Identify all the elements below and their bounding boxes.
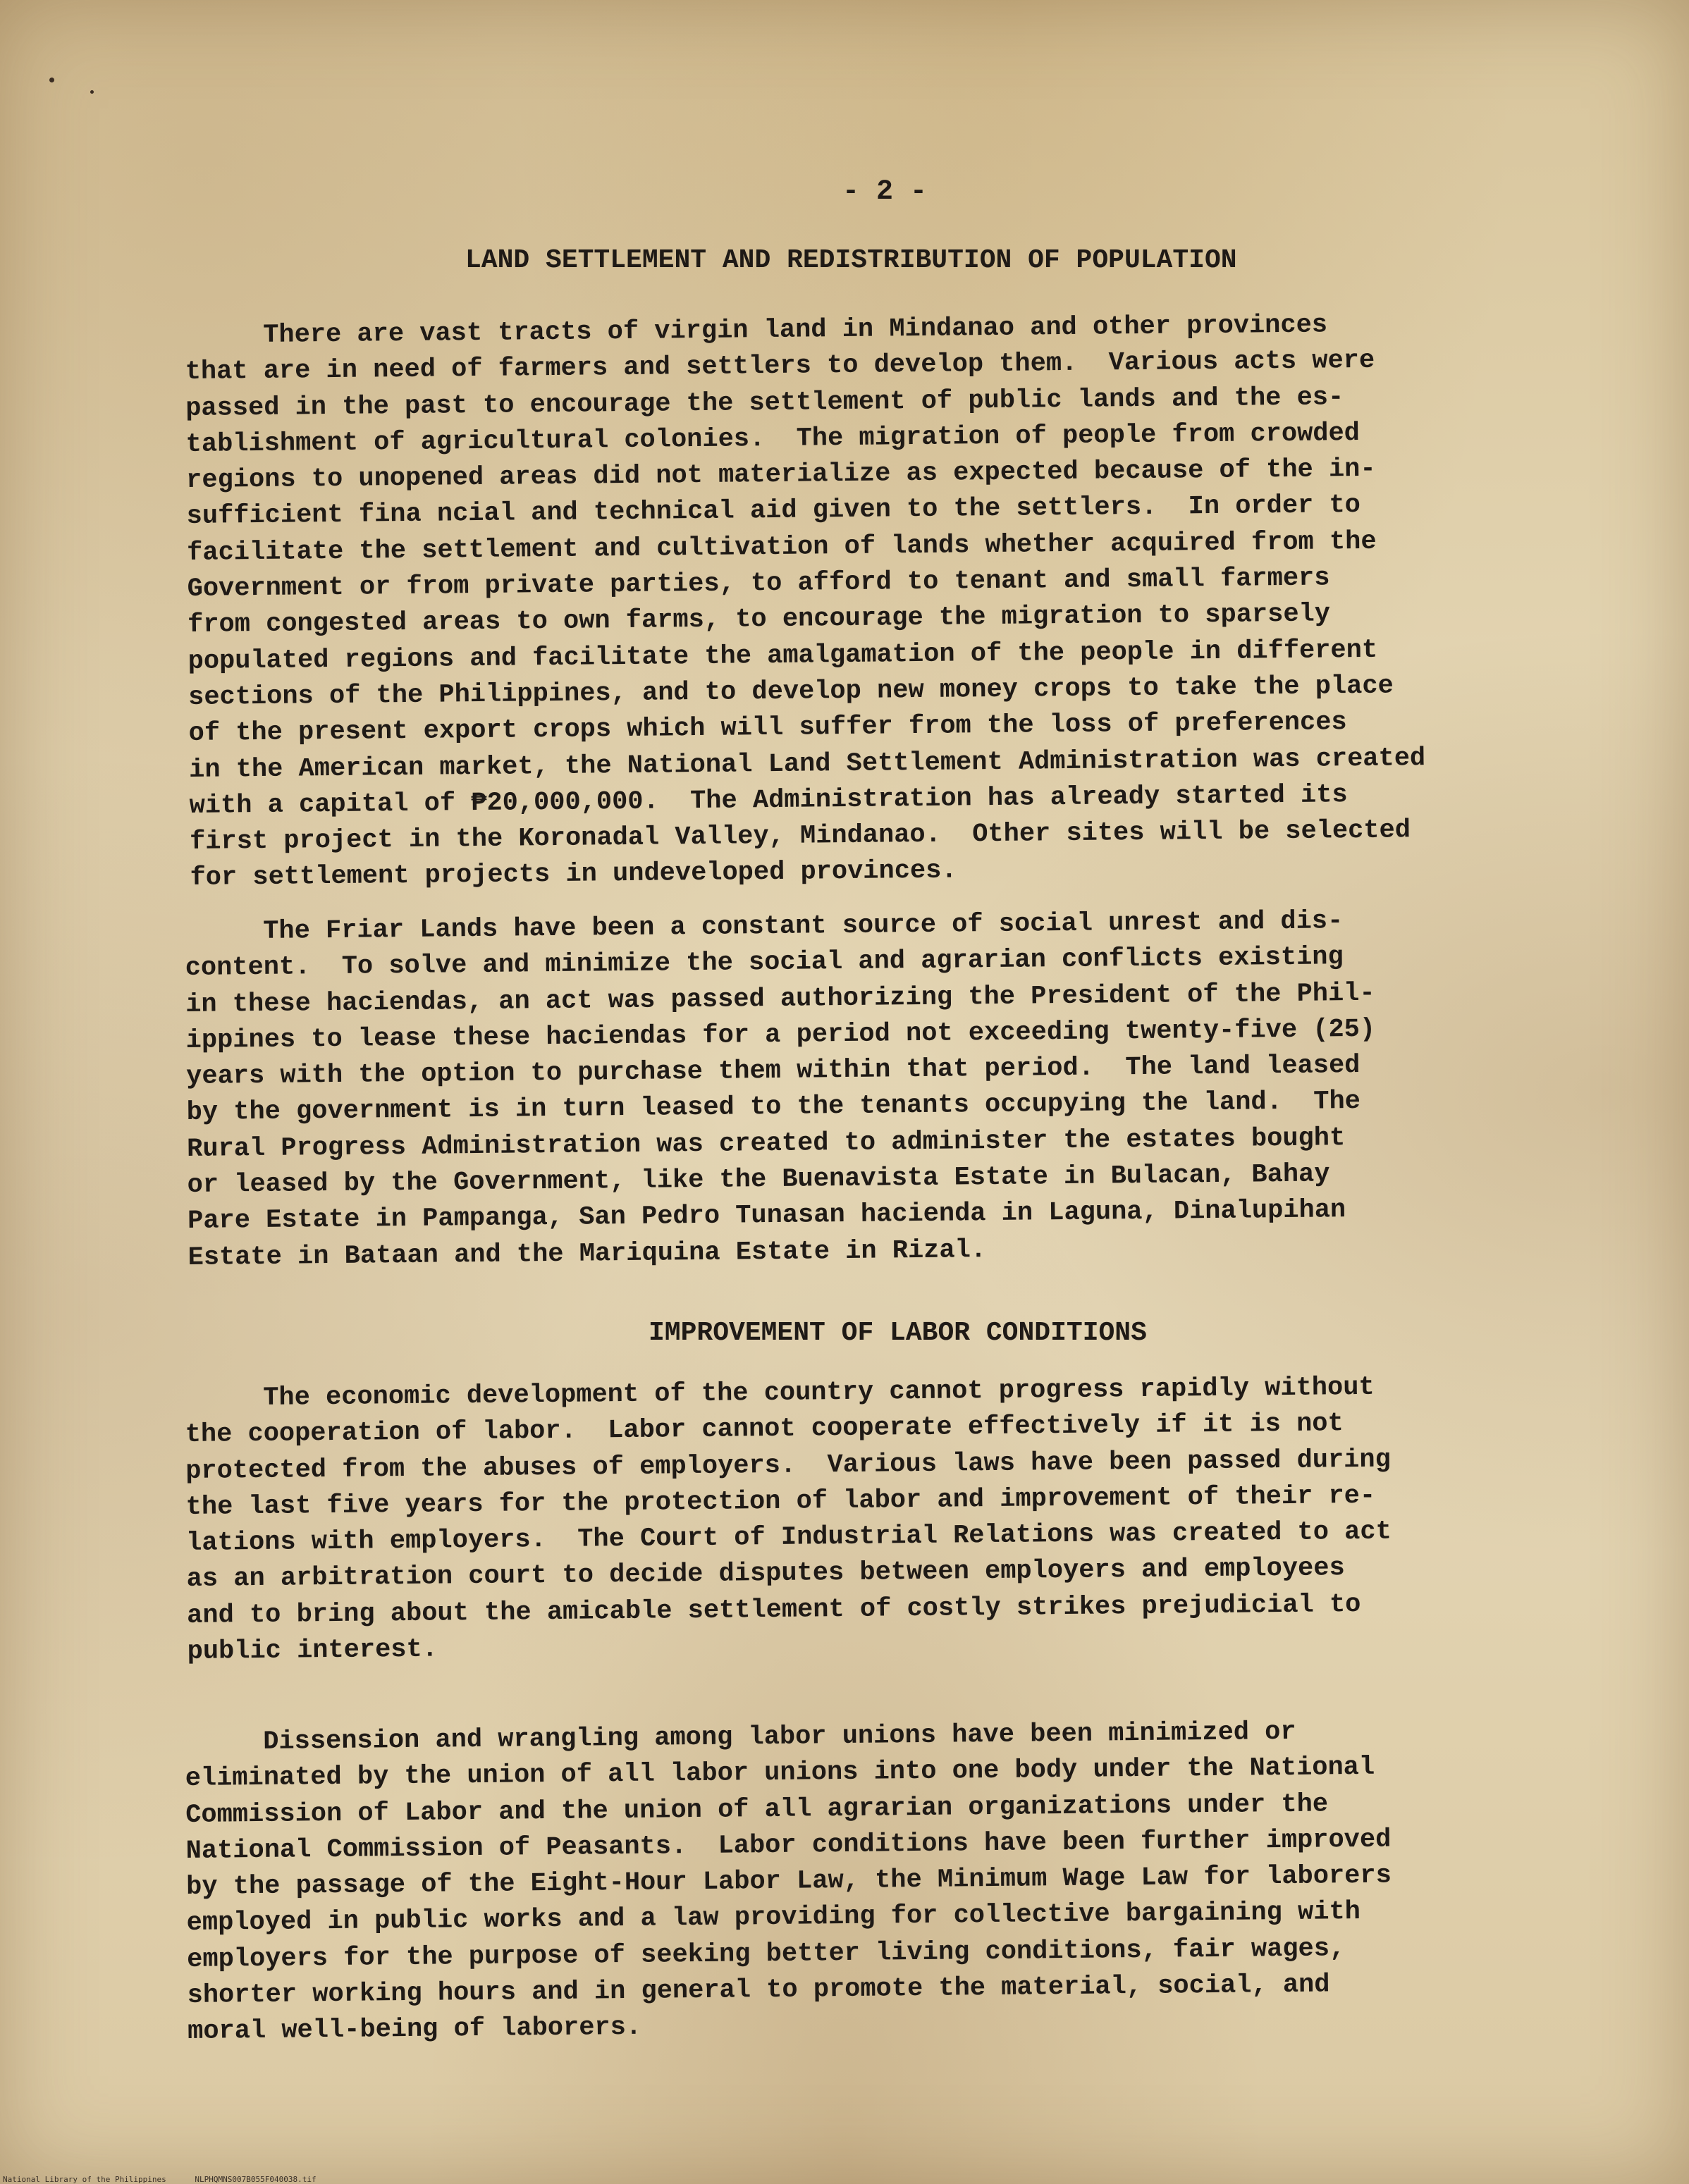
text-line: ippines to lease these haciendas for a period not exceeding twenty-five (25) <box>185 1014 1376 1056</box>
text-line: Commission of Labor and the union of all agrarian organizations under the <box>185 1789 1329 1830</box>
text-line: years with the option to purchase them within that period. The land leased <box>186 1051 1361 1092</box>
text-line: employers for the purpose of seeking better living conditions, fair wages, <box>186 1933 1346 1975</box>
scan-footer <box>3 2175 340 2184</box>
text-line: The economic development of the country cannot progress rapidly without <box>185 1372 1375 1414</box>
text-line: Pare Estate in Pampanga, San Pedro Tunasan hacienda in Laguna, Dinalupihan <box>187 1195 1346 1237</box>
text-line: Estate in Bataan and the Mariquina Estate in Rizal. <box>188 1235 987 1273</box>
text-line: sections of the Philippines, and to develop new money crops to take the place <box>188 671 1394 712</box>
footer-institution: National Library of the Philippines <box>3 2175 166 2184</box>
ink-speck <box>90 90 94 94</box>
section-heading-land-settlement: LAND SETTLEMENT AND REDISTRIBUTION OF POPULATION <box>465 245 1237 276</box>
paragraph-land-settlement <box>185 304 1635 896</box>
text-line: content. To solve and minimize the social and agrarian conflicts existing <box>185 942 1344 984</box>
text-line: The Friar Lands have been a constant source of social unrest and dis- <box>185 906 1344 947</box>
text-line: sufficient fina ncial and technical aid given to the settlers. In order to <box>186 491 1361 532</box>
paragraph-economic-development <box>185 1367 1633 1670</box>
text-line: by the government is in turn leased to the tenants occupying the land. The <box>186 1087 1361 1128</box>
text-line: in these haciendas, an act was passed authorizing the President of the Phil- <box>185 978 1375 1020</box>
footer-filename: NLPHQMNS007B055F040038.tif <box>195 2175 317 2184</box>
page-number: - 2 - <box>842 176 928 208</box>
text-line: passed in the past to encourage the settlement of public lands and the es- <box>185 382 1344 424</box>
text-line: in the American market, the National Land Settlement Administration was created <box>188 743 1426 785</box>
text-line: and to bring about the amicable settlement of costly strikes prejudicial to <box>186 1589 1361 1631</box>
paragraph-labor-unions <box>185 1711 1633 2050</box>
text-line: tablishment of agricultural colonies. The migration of people from crowded <box>185 418 1361 459</box>
text-line: protected from the abuses of employers. Various laws have been passed during <box>185 1445 1392 1486</box>
text-line: Government or from private parties, to afford to tenant and small farmers <box>187 563 1330 605</box>
text-line: public interest. <box>187 1634 438 1667</box>
text-line: populated regions and facilitate the amalgamation of the people in different <box>188 635 1378 677</box>
text-line: with a capital of ₱20,000,000. The Administration has already started its <box>189 780 1348 821</box>
text-line: the last five years for the protection of labor and improvement of their re- <box>185 1481 1376 1522</box>
text-line: as an arbitration court to decide disputes between employers and employees <box>186 1553 1345 1595</box>
text-line: There are vast tracts of virgin land in Mindanao and other provinces <box>185 310 1328 351</box>
text-line: from congested areas to own farms, to encourage the migration to sparsely <box>187 599 1331 641</box>
paragraph-friar-lands <box>185 901 1633 1276</box>
text-line: lations with employers. The Court of Industrial Relations was created to act <box>186 1517 1392 1559</box>
text-line: Dissension and wrangling among labor unions have been minimized or <box>185 1717 1296 1758</box>
text-line: National Commission of Peasants. Labor conditions have been further improved <box>185 1825 1392 1866</box>
text-line: Rural Progress Administration was created to administer the estates bought <box>186 1123 1346 1164</box>
text-line: for settlement projects in undeveloped provinces. <box>190 856 957 894</box>
ink-speck <box>49 78 54 82</box>
text-line: regions to unopened areas did not materialize as expected because of the in- <box>186 454 1376 496</box>
text-line: employed in public works and a law providing for collective bargaining with <box>186 1897 1361 1939</box>
text-line: first project in the Koronadal Valley, Mindanao. Other sites will be selected <box>189 815 1411 858</box>
text-line: eliminated by the union of all labor unions into one body under the National <box>185 1753 1375 1794</box>
text-line: that are in need of farmers and settlers to develop them. Various acts were <box>185 346 1375 388</box>
text-line: shorter working hours and in general to promote the material, social, and <box>187 1970 1330 2011</box>
text-line: the cooperation of labor. Labor cannot cooperate effectively if it is not <box>185 1409 1344 1450</box>
text-line: by the passage of the Eight-Hour Labor Law, the Minimum Wage Law for laborers <box>186 1861 1392 1903</box>
section-heading-labor-conditions: IMPROVEMENT OF LABOR CONDITIONS <box>649 1318 1147 1348</box>
text-line: moral well-being of laborers. <box>187 2013 642 2047</box>
text-line: or leased by the Government, like the Buenavista Estate in Bulacan, Bahay <box>187 1159 1330 1201</box>
text-line: of the present export crops which will suffer from the loss of preferences <box>188 708 1347 749</box>
text-line: facilitate the settlement and cultivation of lands whether acquired from the <box>186 526 1377 568</box>
